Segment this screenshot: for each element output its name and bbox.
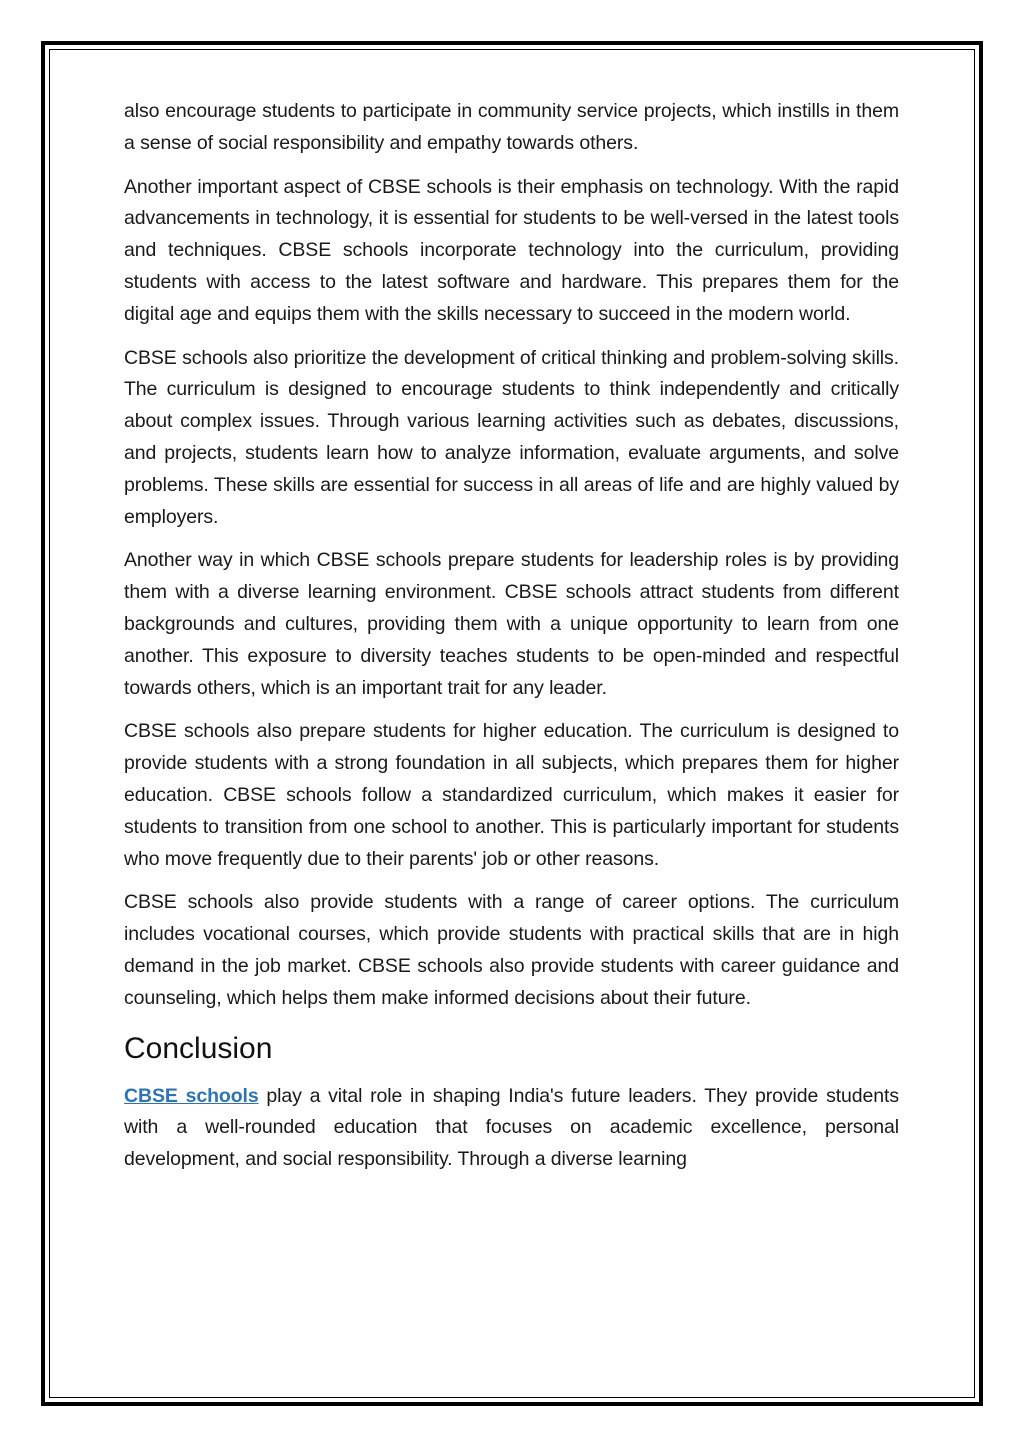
conclusion-heading: Conclusion xyxy=(124,1031,273,1065)
paragraph-technology: Another important aspect of CBSE schools is their emphasis on technology. With the rapid advancements in technology, it is essential for students to be well-versed in the latest tools and techniques. CBSE schools incorporate technology into the curriculum, providing students with access to the latest software and hardware. This prepares them for the digital age and equips them with the skills necessary to succeed in the modern world. xyxy=(124,175,899,325)
paragraph-diverse-environment: Another way in which CBSE schools prepare students for leadership roles is by providing them with a diverse learning environment. CBSE schools attract students from different backgrounds and cultures, providing them with a unique opportunity to learn from one another. This exposure to diversity teaches students to be open-minded and respectful towards others, which is an important trait for any leader. xyxy=(124,549,899,699)
paragraph-community-service: also encourage students to participate in community service projects, which instills in them a sense of social responsibility and empathy towards others. xyxy=(124,100,899,154)
document-body xyxy=(124,96,899,1188)
cbse-schools-link[interactable]: CBSE schools xyxy=(124,1084,259,1107)
paragraph-conclusion xyxy=(124,1081,899,1176)
paragraph-career-options: CBSE schools also provide students with a range of career options. The curriculum includes vocational courses, which provide students with practical skills that are in high demand in the job market. CBSE schools also provide students with career guidance and counseling, which helps them make informed decisions about their future. xyxy=(124,891,899,1009)
conclusion-text: play a vital role in shaping India's future leaders. They provide students with a well-rounded education that focuses on academic excellence, personal development, and social responsibility. Through a diverse learning xyxy=(124,1084,899,1171)
paragraph-critical-thinking: CBSE schools also prioritize the development of critical thinking and problem-solving skills. The curriculum is designed to encourage students to think independently and critically about complex issues. Through various learning activities such as debates, discussions, and projects, students learn how to analyze information, evaluate arguments, and solve problems. These skills are essential for success in all areas of life and are highly valued by employers. xyxy=(124,346,899,528)
paragraph-higher-education: CBSE schools also prepare students for higher education. The curriculum is designed to provide students with a strong foundation in all subjects, which prepares them for higher education. CBSE schools follow a standardized curriculum, which makes it easier for students to transition from one school to another. This is particularly important for students who move frequently due to their parents' job or other reasons. xyxy=(124,720,899,870)
